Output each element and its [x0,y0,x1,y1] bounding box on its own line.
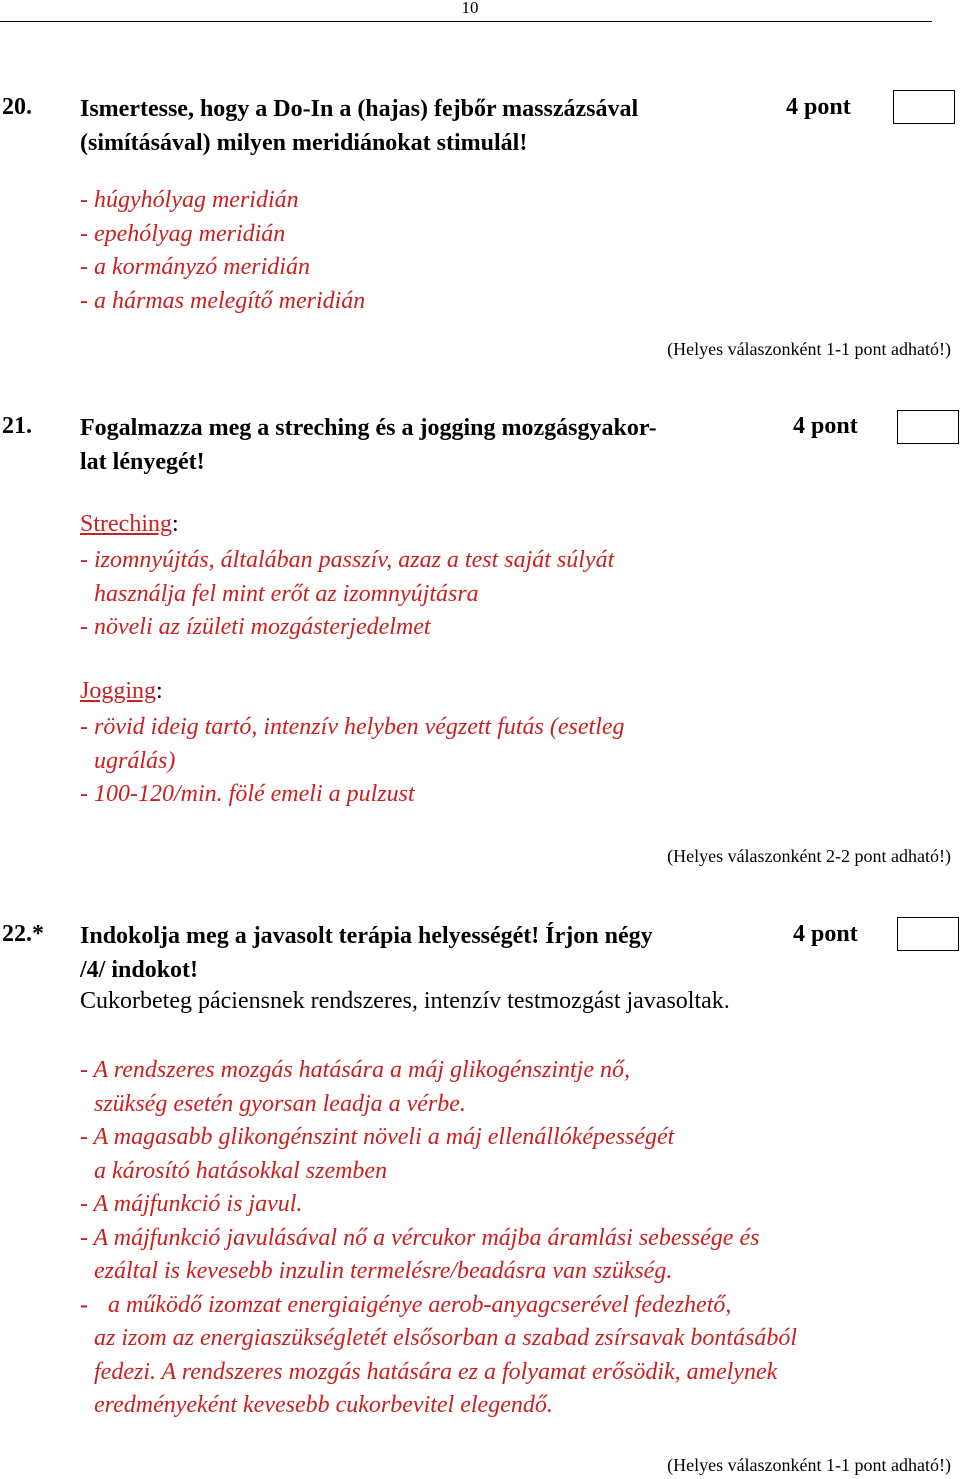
question-text-line: (simításával) milyen meridiánokat stimulál! [80,130,528,156]
answer-line: ezáltal is kevesebb inzulin termelésre/beadásra van szükség. [94,1258,673,1284]
streching-heading [80,511,179,538]
answer-line: - rövid ideig tartó, intenzív helyben végzett futás (esetleg [80,714,625,740]
question-22-text [80,919,653,987]
answer-line: - izomnyújtás, általában passzív, azaz a test saját súlyát [80,547,615,573]
question-text-line: lat lényegét! [80,449,205,475]
page-number: 10 [461,0,479,17]
streching-heading-text: Streching [80,511,172,537]
question-22-score-box[interactable] [897,917,959,951]
heading-colon: : [171,511,179,537]
answer-line [80,1289,797,1323]
question-text-line: Fogalmazza meg a streching és a jogging mozgásgyakor- [80,415,657,441]
jogging-answers [80,711,625,812]
answer-line-text: a működő izomzat energiaigénye aerob-anyagcserével fedezhető, [108,1291,732,1318]
question-text-line: Indokolja meg a javasolt terápia helyességét! Írjon négy [80,923,653,949]
jogging-heading-text: Jogging [80,678,157,704]
question-21-points: 4 pont [793,413,858,439]
question-22-case-text: Cukorbeteg páciensnek rendszeres, intenzív testmozgást javasoltak. [80,988,730,1014]
answer-line: a károsító hatásokkal szemben [94,1157,388,1184]
question-text-line: Ismertesse, hogy a Do-In a (hajas) fejbőr masszázsával [80,96,639,122]
question-22-points: 4 pont [793,921,858,947]
answer-line: - A magasabb glikongénszint növeli a máj ellenállóképességét [80,1124,675,1150]
jogging-heading [80,678,163,705]
question-20-scoring-note: (Helyes válaszonként 1-1 pont adható!) [667,339,951,359]
heading-colon: : [156,678,163,704]
question-text-line: /4/ indokot! [80,957,199,983]
answer-line: - A májfunkció is javul. [80,1191,303,1217]
question-21-scoring-note: (Helyes válaszonként 2-2 pont adható!) [667,846,951,866]
question-21-number: 21. [2,413,32,439]
dash-bullet: - [80,1291,88,1318]
question-22-number: 22.* [2,921,44,947]
answer-line: ugrálás) [94,747,176,774]
answer-line: - epehólyag meridián [80,220,286,247]
answer-line: eredményeként kevesebb cukorbevitel elegendő. [94,1392,553,1418]
question-22-scoring-note: (Helyes válaszonként 1-1 pont adható!) [667,1455,951,1475]
answer-line: - húgyhólyag meridián [80,187,299,213]
question-21-score-box[interactable] [897,410,959,444]
answer-line: fedezi. A rendszeres mozgás hatására ez a folyamat erősödik, amelynek [94,1358,778,1385]
answer-line: az izom az energiaszükségletét elsősorban a szabad zsírsavak bontásából [94,1325,798,1351]
answer-line: - A rendszeres mozgás hatására a máj glikogénszintje nő, [80,1057,630,1083]
question-20-text [80,92,638,160]
question-20-number: 20. [2,94,32,120]
answer-line: - növeli az ízületi mozgásterjedelmet [80,614,431,640]
question-22-answers [80,1054,797,1423]
header-rule [0,21,932,22]
answer-line: - a hármas melegítő meridián [80,287,366,314]
question-20-answers [80,184,365,318]
answer-line: szükség esetén gyorsan leadja a vérbe. [94,1090,466,1117]
answer-line: - 100-120/min. fölé emeli a pulzust [80,781,415,807]
answer-line: használja fel mint erőt az izomnyújtásra [94,580,479,607]
question-20-score-box[interactable] [893,90,955,124]
streching-answers [80,544,614,645]
answer-line: - A májfunkció javulásával nő a vércukor májba áramlási sebessége és [80,1224,760,1251]
answer-line: - a kormányzó meridián [80,254,310,280]
question-21-text [80,411,657,479]
question-20-points: 4 pont [786,94,851,120]
